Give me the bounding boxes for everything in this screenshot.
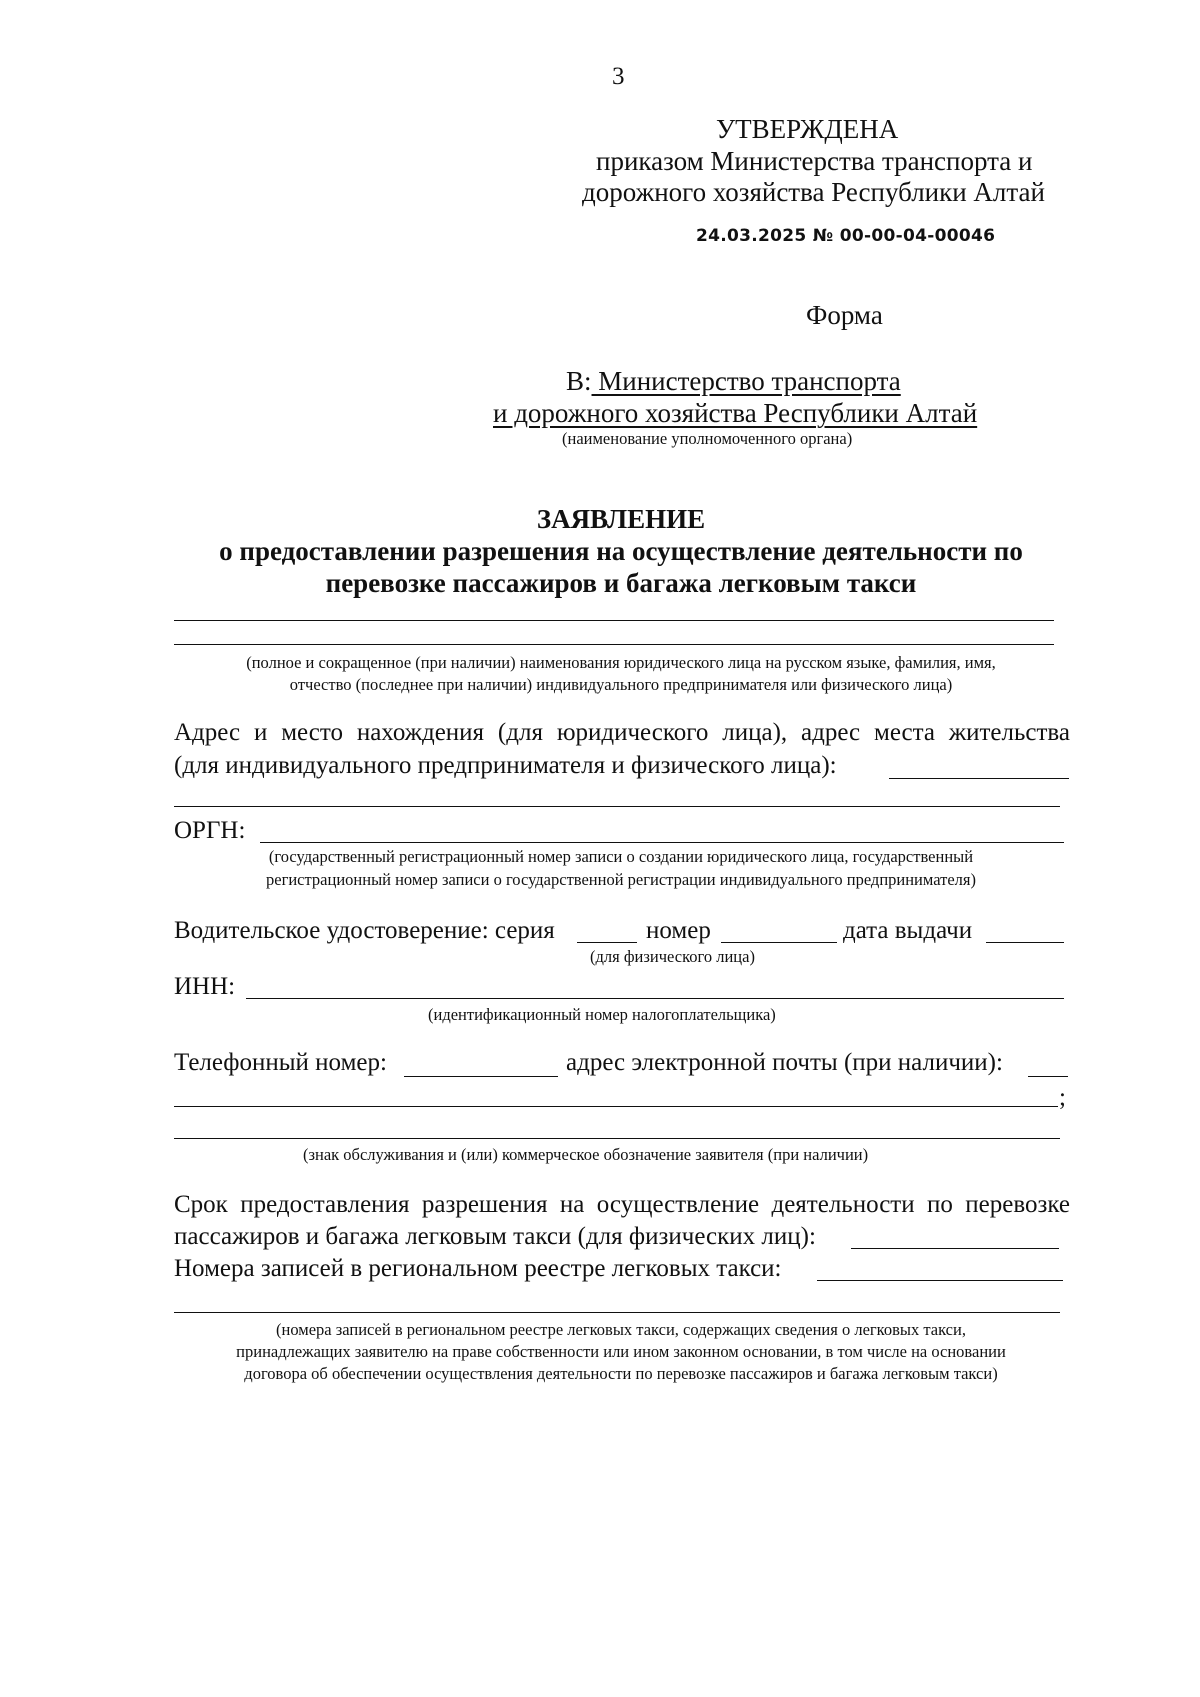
ogrn-caption-2: регистрационный номер записи о государственной регистрации индивидуального предпринимателя) <box>266 870 976 889</box>
recipient-name-2: и дорожного хозяйства Республики Алтай <box>493 398 978 428</box>
document-subtitle-1: о предоставлении разрешения на осуществление деятельности по <box>219 536 1023 566</box>
ogrn-label: ОРГН: <box>174 817 246 844</box>
phone-label: Телефонный номер: <box>174 1049 387 1076</box>
license-caption: (для физического лица) <box>590 947 755 966</box>
registry-caption-1: (номера записей в региональном реестре легковых такси, содержащих сведения о легковых такси, <box>276 1320 966 1339</box>
license-number-label: номер <box>646 917 711 944</box>
approval-heading: УТВЕРЖДЕНА <box>716 114 899 144</box>
recipient-prefix: В: <box>566 366 592 396</box>
email-field-2[interactable] <box>174 1106 1058 1107</box>
recipient-caption: (наименование уполномоченного органа) <box>562 429 853 448</box>
license-date-label: дата выдачи <box>843 917 973 944</box>
license-number-field[interactable] <box>721 942 837 943</box>
order-stamp: 24.03.2025 № 00-00-04-00046 <box>696 226 996 246</box>
recipient-name-1: Министерство транспорта <box>591 366 901 396</box>
address-field-1[interactable] <box>889 778 1069 779</box>
address-label-1: Адрес и место нахождения (для юридического лица), адрес места жительства <box>174 719 1070 746</box>
applicant-name-line-1[interactable] <box>174 620 1054 621</box>
address-field-2[interactable] <box>174 806 1060 807</box>
approval-line-2: дорожного хозяйства Республики Алтай <box>582 177 1045 207</box>
email-semicolon: ; <box>1059 1084 1066 1111</box>
email-label: адрес электронной почты (при наличии): <box>566 1049 1003 1076</box>
document-title: ЗАЯВЛЕНИЕ <box>536 504 706 534</box>
ogrn-caption-1: (государственный регистрационный номер записи о создании юридического лица, государственный <box>268 847 974 866</box>
applicant-name-line-2[interactable] <box>174 644 1054 645</box>
service-mark-caption: (знак обслуживания и (или) коммерческое обозначение заявителя (при наличии) <box>303 1145 869 1164</box>
registry-caption-2: принадлежащих заявителю на праве собственности или ином законном основании, в том числе на основании <box>236 1342 1006 1361</box>
registry-label: Номера записей в региональном реестре легковых такси: <box>174 1255 782 1282</box>
ogrn-field[interactable] <box>260 842 1064 843</box>
term-label-2: пассажиров и багажа легковым такси (для физических лиц): <box>174 1223 816 1250</box>
registry-field-1[interactable] <box>817 1280 1063 1281</box>
inn-caption: (идентификационный номер налогоплательщика) <box>428 1005 776 1024</box>
approval-line-1: приказом Министерства транспорта и <box>596 146 1033 176</box>
page-number: 3 <box>612 63 625 90</box>
applicant-caption-1: (полное и сокращенное (при наличии) наименования юридического лица на русском языке, фамилия, имя, <box>246 653 996 672</box>
form-label: Форма <box>806 300 883 330</box>
service-mark-field[interactable] <box>174 1138 1060 1139</box>
document-subtitle-2: перевозке пассажиров и багажа легковым такси <box>325 568 917 598</box>
recipient-line-1 <box>566 364 901 398</box>
term-field[interactable] <box>851 1248 1059 1249</box>
license-date-field[interactable] <box>986 942 1064 943</box>
inn-field[interactable] <box>246 998 1064 999</box>
inn-label: ИНН: <box>174 973 236 1000</box>
applicant-caption-2: отчество (последнее при наличии) индивидуального предпринимателя или физического лица) <box>289 675 953 694</box>
registry-field-2[interactable] <box>174 1312 1060 1313</box>
license-series-label: Водительское удостоверение: серия <box>174 917 555 944</box>
license-series-field[interactable] <box>577 942 637 943</box>
term-label-1: Срок предоставления разрешения на осуществление деятельности по перевозке <box>174 1191 1070 1218</box>
address-label-2: (для индивидуального предпринимателя и физического лица): <box>174 752 837 779</box>
phone-field[interactable] <box>404 1076 558 1077</box>
registry-caption-3: договора об обеспечении осуществления деятельности по перевозке пассажиров и багажа легковым такси) <box>244 1364 998 1383</box>
email-field-1[interactable] <box>1028 1076 1068 1077</box>
